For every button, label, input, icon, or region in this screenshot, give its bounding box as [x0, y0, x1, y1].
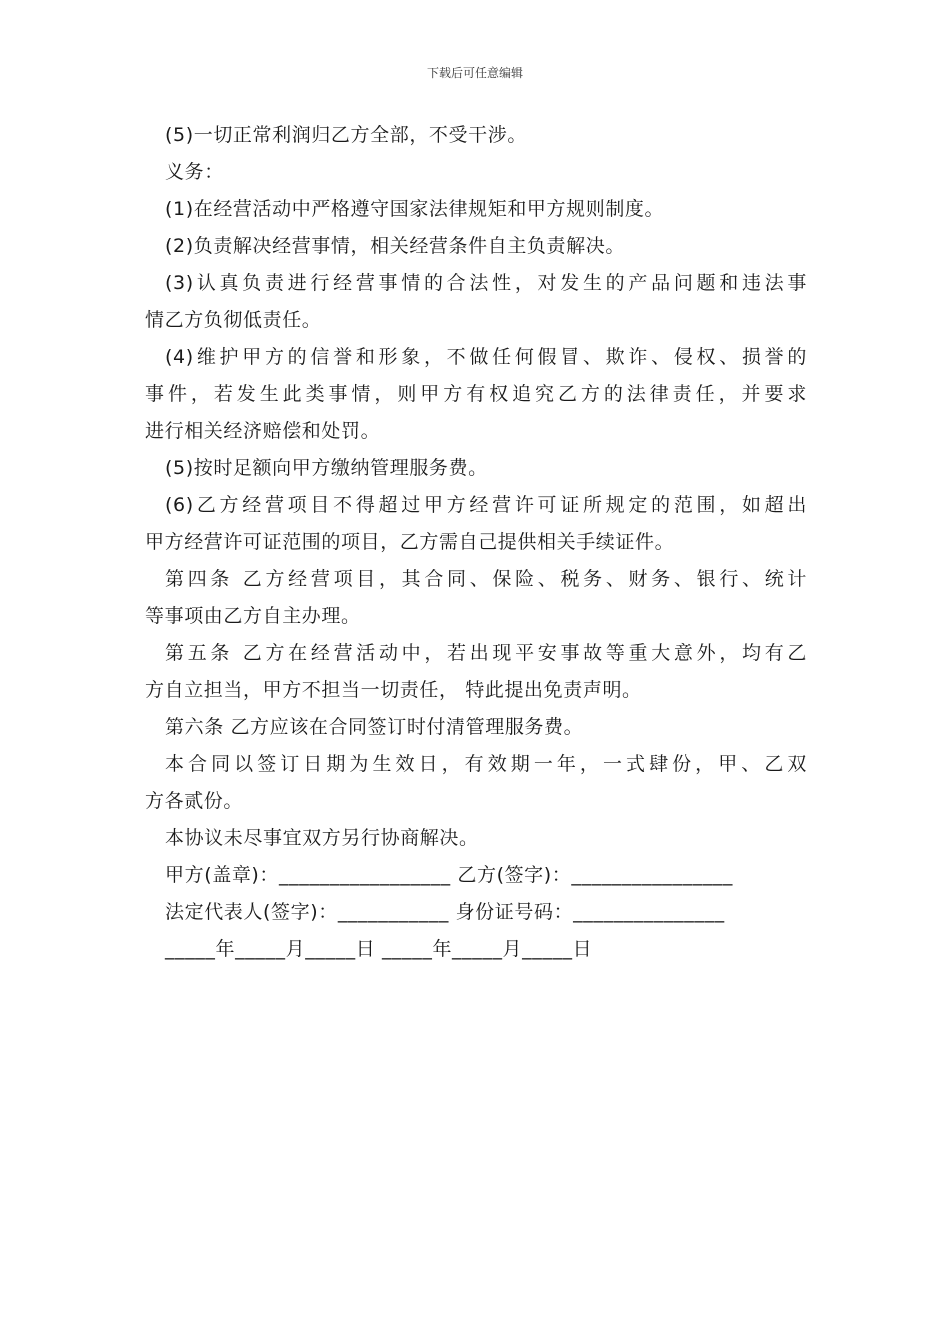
article-4-line-1: 第四条 乙方经营项目，其合同、保险、税务、财务、银行、统计 [165, 568, 807, 590]
obligation-1: (1)在经营活动中严格遵守国家法律规矩和甲方规则制度。 [165, 198, 665, 220]
page-header: 下载后可任意编辑 [426, 66, 523, 80]
obligation-2: (2)负责解决经营事情，相关经营条件自主负责解决。 [165, 235, 625, 257]
signature-party-line: 甲方(盖章)：_________________ 乙方(签字)：________________ [165, 864, 733, 886]
obligation-4-line-1: (4)维护甲方的信誉和形象，不做任何假冒、欺诈、侵权、损誉的 [165, 346, 807, 368]
obligation-6-line-1: (6)乙方经营项目不得超过甲方经营许可证所规定的范围，如超出 [165, 494, 807, 516]
validity-line-2: 方各贰份。 [145, 790, 244, 812]
unresolved-matters: 本协议未尽事宜双方另行协商解决。 [165, 827, 479, 849]
obligation-3-line-1: (3)认真负责进行经营事情的合法性，对发生的产品问题和违法事 [165, 272, 807, 294]
obligation-4-line-3: 进行相关经济赔偿和处罚。 [145, 420, 381, 442]
article-5-line-1: 第五条 乙方在经营活动中，若出现平安事故等重大意外，均有乙 [165, 642, 807, 664]
article-6: 第六条 乙方应该在合同签订时付清管理服务费。 [165, 716, 584, 738]
obligation-6-line-2: 甲方经营许可证范围的项目，乙方需自己提供相关手续证件。 [145, 531, 675, 553]
obligations-heading: 义务： [165, 161, 224, 183]
obligation-4-line-2: 事件，若发生此类事情，则甲方有权追究乙方的法律责任，并要求 [145, 383, 807, 405]
signature-representative-line: 法定代表人(签字)：___________ 身份证号码：_______________ [165, 901, 725, 923]
clause-profit: (5)一切正常利润归乙方全部，不受干涉。 [165, 124, 527, 146]
obligation-5: (5)按时足额向甲方缴纳管理服务费。 [165, 457, 488, 479]
obligation-3-line-2: 情乙方负彻低责任。 [145, 309, 322, 331]
validity-line-1: 本合同以签订日期为生效日，有效期一年，一式肆份，甲、乙双 [165, 753, 807, 775]
article-4-line-2: 等事项由乙方自主办理。 [145, 605, 361, 627]
document-body [145, 117, 807, 968]
signature-date-line: _____年_____月_____日 _____年_____月_____日 [165, 938, 593, 960]
article-5-line-2: 方自立担当，甲方不担当一切责任， 特此提出免责声明。 [145, 679, 642, 701]
